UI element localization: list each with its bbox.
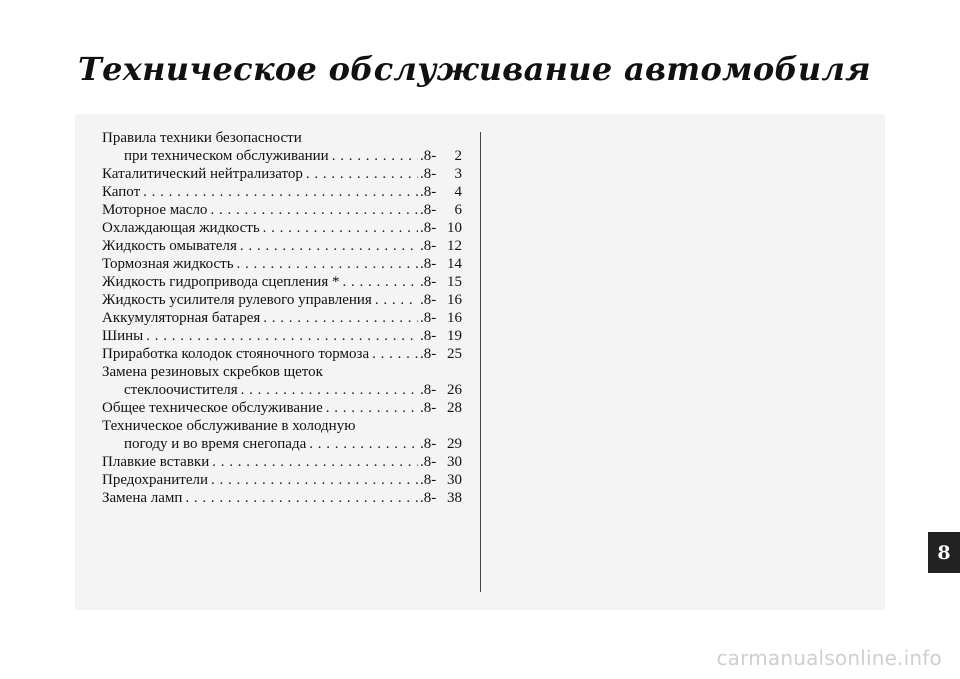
toc-entry-title: при техническом обслуживании: [124, 148, 329, 164]
toc-entry-line: [102, 453, 462, 471]
toc-chapter-prefix: .8-: [420, 148, 437, 164]
dot-leader: [263, 219, 418, 237]
toc-entry[interactable]: [102, 489, 462, 507]
toc-entry[interactable]: [102, 255, 462, 273]
column-divider: [480, 132, 481, 592]
toc-entry[interactable]: [102, 453, 462, 471]
dot-leader: [143, 183, 418, 201]
toc-chapter-prefix: .8-: [420, 472, 437, 488]
toc-entry-title: Шины: [102, 328, 144, 344]
toc-page-number: 12: [447, 238, 462, 254]
dot-leader: [306, 165, 418, 183]
toc-entry[interactable]: [102, 129, 462, 165]
toc-entry-title: Жидкость омывателя: [102, 238, 237, 254]
toc-page-number: 16: [447, 310, 462, 326]
toc-entry-line: [102, 219, 462, 237]
toc-entry-title: Приработка колодок стояночного тормоза: [102, 346, 370, 362]
toc-chapter-prefix: .8-: [420, 166, 437, 182]
dot-leader: [332, 147, 418, 165]
toc-entry-line: [102, 381, 462, 399]
toc-entry-line: [102, 435, 462, 453]
toc-chapter-prefix: .8-: [420, 274, 437, 290]
toc-chapter-prefix: .8-: [420, 382, 437, 398]
toc-entry[interactable]: [102, 291, 462, 309]
toc-entry-title: Охлаждающая жидкость: [102, 220, 260, 236]
toc-entry-line: [102, 129, 462, 147]
toc-page-number: 4: [454, 184, 462, 200]
toc-chapter-prefix: .8-: [420, 310, 437, 326]
toc-entry-line: [102, 201, 462, 219]
toc-entry[interactable]: [102, 399, 462, 417]
toc-entry-line: [102, 309, 462, 327]
dot-leader: [375, 291, 418, 309]
toc-page-number: 29: [447, 436, 462, 452]
toc-page-number: 15: [447, 274, 462, 290]
toc-entry-line: [102, 345, 462, 363]
dot-leader: [263, 309, 418, 327]
toc-chapter-prefix: .8-: [420, 184, 437, 200]
dot-leader: [185, 489, 418, 507]
toc-entry[interactable]: [102, 327, 462, 345]
toc-page-number: 16: [447, 292, 462, 308]
toc-chapter-prefix: .8-: [420, 238, 437, 254]
toc-page-number: 28: [447, 400, 462, 416]
page-title: Техническое обслуживание автомобиля: [78, 50, 871, 88]
dot-leader: [212, 453, 418, 471]
toc-entry-line: [102, 327, 462, 345]
toc-entry-title: Капот: [102, 184, 141, 200]
toc-entry-line: [102, 237, 462, 255]
toc-page-number: 25: [447, 346, 462, 362]
toc-entry[interactable]: [102, 183, 462, 201]
toc-chapter-prefix: .8-: [420, 292, 437, 308]
table-of-contents: [102, 129, 462, 507]
toc-entry-title: Предохранители: [102, 472, 208, 488]
toc-page-number: 2: [454, 148, 462, 164]
toc-entry-line: [102, 471, 462, 489]
toc-entry[interactable]: [102, 219, 462, 237]
toc-entry[interactable]: [102, 471, 462, 489]
dot-leader: [211, 471, 418, 489]
toc-entry-line: [102, 165, 462, 183]
toc-entry[interactable]: [102, 345, 462, 363]
dot-leader: [237, 255, 418, 273]
toc-entry[interactable]: [102, 363, 462, 399]
dot-leader: [342, 273, 418, 291]
toc-entry-title: Аккумуляторная батарея: [102, 310, 261, 326]
toc-chapter-prefix: .8-: [420, 454, 437, 470]
dot-leader: [210, 201, 418, 219]
toc-entry-line: [102, 417, 462, 435]
toc-page-number: 30: [447, 454, 462, 470]
toc-page-number: 3: [454, 166, 462, 182]
toc-entry-line: [102, 291, 462, 309]
toc-chapter-prefix: .8-: [420, 328, 437, 344]
toc-entry-title: стеклоочистителя: [124, 382, 238, 398]
toc-chapter-prefix: .8-: [420, 436, 437, 452]
toc-entry-line: [102, 273, 462, 291]
toc-page-number: 10: [447, 220, 462, 236]
toc-chapter-prefix: .8-: [420, 346, 437, 362]
dot-leader: [146, 327, 418, 345]
toc-entry-title: Правила техники безопасности: [102, 130, 302, 146]
dot-leader: [372, 345, 418, 363]
toc-page-number: 30: [447, 472, 462, 488]
toc-chapter-prefix: .8-: [420, 400, 437, 416]
toc-entry-title: Плавкие вставки: [102, 454, 210, 470]
toc-page-number: 19: [447, 328, 462, 344]
dot-leader: [326, 399, 418, 417]
toc-entry[interactable]: [102, 201, 462, 219]
toc-page-number: 38: [447, 490, 462, 506]
toc-entry-title: Моторное масло: [102, 202, 208, 218]
dot-leader: [240, 237, 418, 255]
toc-chapter-prefix: .8-: [420, 490, 437, 506]
toc-entry[interactable]: [102, 309, 462, 327]
toc-entry-title: Техническое обслуживание в холодную: [102, 418, 356, 434]
dot-leader: [309, 435, 418, 453]
watermark: carmanualsonline.info: [716, 646, 942, 670]
toc-chapter-prefix: .8-: [420, 220, 437, 236]
chapter-tab[interactable]: 8: [928, 532, 960, 573]
toc-page-number: 26: [447, 382, 462, 398]
toc-entry-line: [102, 363, 462, 381]
toc-entry-title: Жидкость усилителя рулевого управления: [102, 292, 372, 308]
toc-entry-title: Жидкость гидропривода сцепления *: [102, 274, 340, 290]
toc-entry-line: [102, 399, 462, 417]
toc-entry-title: Тормозная жидкость: [102, 256, 234, 272]
toc-entry-line: [102, 147, 462, 165]
toc-entry-title: Общее техническое обслуживание: [102, 400, 323, 416]
toc-entry[interactable]: [102, 273, 462, 291]
toc-chapter-prefix: .8-: [420, 256, 437, 272]
toc-entry[interactable]: [102, 417, 462, 453]
toc-entry-title: Замена ламп: [102, 490, 183, 506]
toc-entry-title: Каталитический нейтрализатор: [102, 166, 303, 182]
toc-entry-title: погоду и во время снегопада: [124, 436, 307, 452]
toc-chapter-prefix: .8-: [420, 202, 437, 218]
toc-entry-line: [102, 183, 462, 201]
toc-entry[interactable]: [102, 237, 462, 255]
toc-entry[interactable]: [102, 165, 462, 183]
toc-page-number: 14: [447, 256, 462, 272]
toc-entry-title: Замена резиновых скребков щеток: [102, 364, 323, 380]
toc-entry-line: [102, 489, 462, 507]
toc-page-number: 6: [454, 202, 462, 218]
toc-entry-line: [102, 255, 462, 273]
dot-leader: [241, 381, 418, 399]
